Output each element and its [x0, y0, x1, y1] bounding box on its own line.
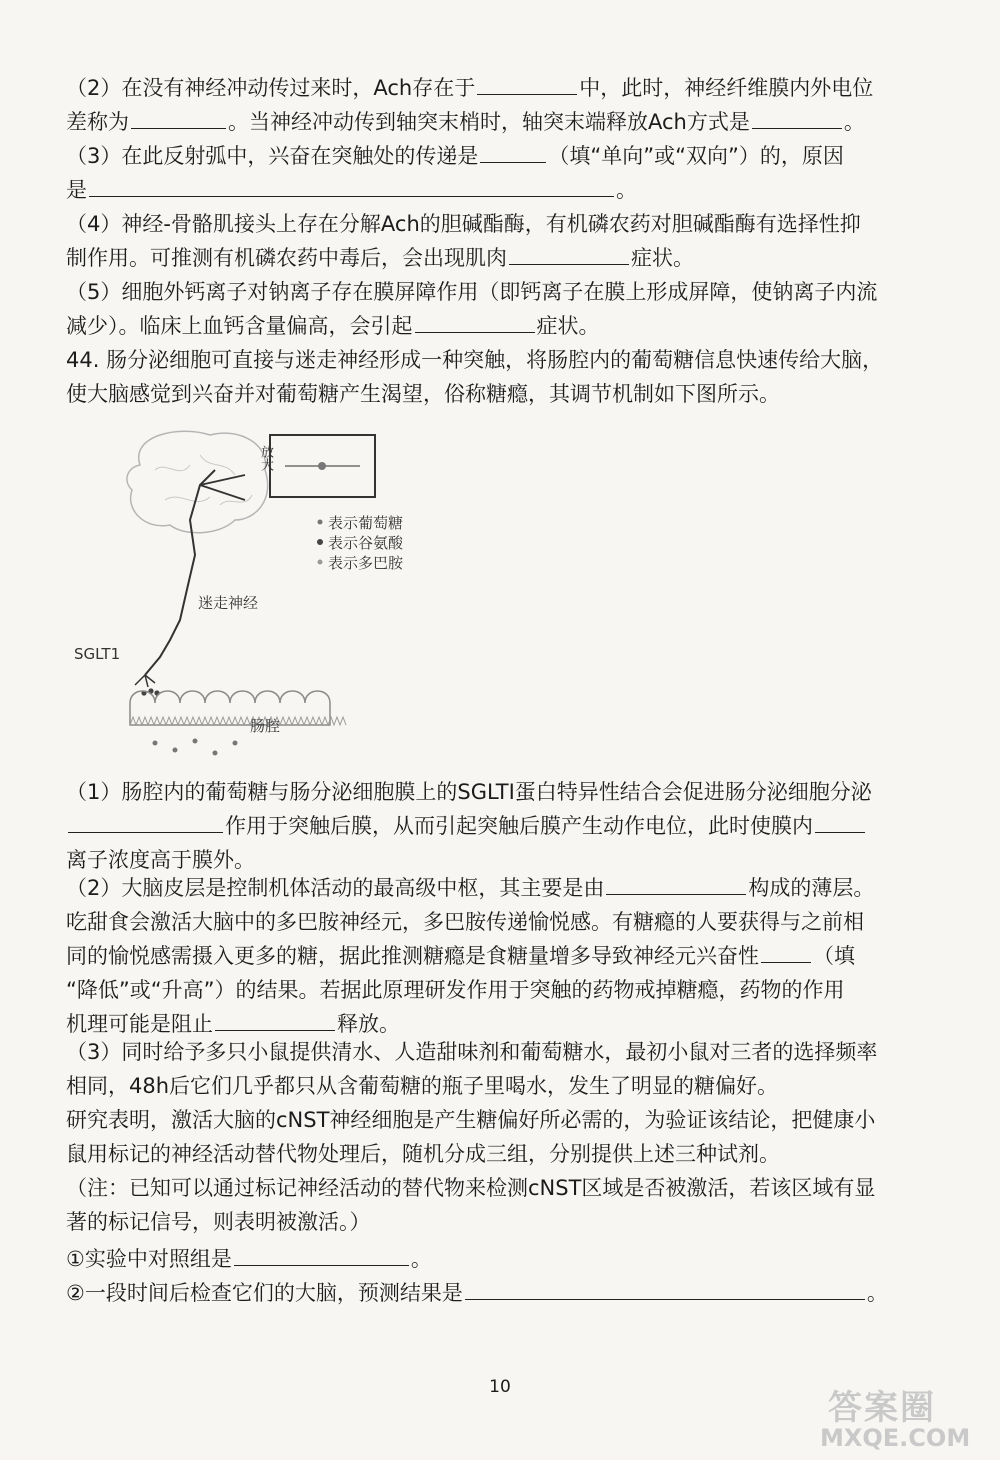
q44-3-line1: （3）同时给予多只小鼠提供清水、人造甜味剂和葡萄糖水，最初小鼠对三者的选择频率: [66, 1040, 878, 1064]
vagus-nerve-label: 迷走神经: [198, 594, 259, 612]
q44-3-line5: （注：已知可以通过标记神经活动的替代物来检测cNST区域是否被激活，若该区域有显: [66, 1176, 876, 1200]
answer-blank[interactable]: [89, 174, 614, 197]
q44-2-line3: 同的愉悦感需摄入更多的糖，据此推测糖瘾是食糖量增多导致神经元兴奋性 （填: [66, 940, 936, 972]
answer-blank[interactable]: [480, 140, 546, 163]
q43-5-line2: 减少）。临床上血钙含量偏高，会引起 症状。: [66, 310, 936, 342]
q43-3-line2: 是 。: [66, 174, 936, 206]
q44-1-line1: （1）肠腔内的葡萄糖与肠分泌细胞膜上的SGLTI蛋白特异性结合会促进肠分泌细胞分泌: [66, 780, 872, 804]
answer-blank[interactable]: [477, 72, 577, 95]
answer-blank[interactable]: [215, 1008, 335, 1031]
glucose-dot: [153, 741, 158, 746]
answer-blank[interactable]: [234, 1243, 409, 1266]
q43-4-line2: 制作用。可推测有机磷农药中毒后，会出现肌肉 症状。: [66, 242, 936, 274]
q44-2-line4: “降低”或“升高”）的结果。若据此原理研发作用于突触的药物戒掉糖瘾，药物的作用: [66, 978, 845, 1002]
q44-3-line2: 相同，48h后它们几乎都只从含葡萄糖的瓶子里喝水，发生了明显的糖偏好。: [66, 1074, 779, 1098]
q44-3-sub1: ①实验中对照组是 。: [66, 1243, 936, 1275]
q44-3-sub2: ②一段时间后检查它们的大脑，预测结果是 。: [66, 1277, 936, 1309]
answer-blank[interactable]: [68, 810, 223, 833]
legend-dopamine: 表示多巴胺: [328, 554, 404, 572]
answer-blank[interactable]: [815, 810, 865, 833]
legend-glutamate: 表示谷氨酸: [328, 534, 404, 552]
answer-blank[interactable]: [415, 310, 535, 333]
sglt1-label: SGLT1: [74, 645, 121, 663]
q44-3-line3: 研究表明，激活大脑的cNST神经细胞是产生糖偏好所必需的，为验证该结论，把健康小: [66, 1108, 876, 1132]
q43-4-line1: （4）神经-骨骼肌接头上存在分解Ach的胆碱酯酶，有机磷农药对胆碱酯酶有选择性抑: [66, 212, 861, 236]
lumen-label: 肠腔: [250, 717, 281, 735]
answer-blank[interactable]: [761, 940, 811, 963]
q44-stem-line1: 44. 肠分泌细胞可直接与迷走神经形成一种突触，将肠腔内的葡萄糖信息快速传给大脑，: [66, 348, 884, 372]
q44-1-line3: 离子浓度高于膜外。: [66, 848, 255, 872]
watermark-logo: [810, 1380, 990, 1455]
q43-5-line1: （5）细胞外钙离子对钠离子存在膜屏障作用（即钙离子在膜上形成屏障，使钠离子内流: [66, 280, 878, 304]
q44-3-line6: 著的标记信号，则表明被激活。）: [66, 1210, 371, 1234]
answer-blank[interactable]: [606, 872, 746, 895]
q44-3-line4: 鼠用标记的神经活动替代物处理后，随机分成三组，分别提供上述三种试剂。: [66, 1142, 780, 1166]
zoom-dot: [318, 462, 326, 470]
q44-stem-line2: 使大脑感觉到兴奋并对葡萄糖产生渴望，俗称糖瘾，其调节机制如下图所示。: [66, 382, 780, 406]
glucose-dot: [213, 751, 218, 756]
q43-3-line1: （3）在此反射弧中，兴奋在突触处的传递是 （填“单向”或“双向”）的，原因: [66, 140, 936, 172]
answer-blank[interactable]: [509, 242, 629, 265]
legend-glutamate-marker: [317, 539, 323, 545]
answer-blank[interactable]: [465, 1277, 865, 1300]
q43-2-line2: 差称为 。当神经冲动传到轴突末梢时，轴突末端释放Ach方式是 。: [66, 106, 936, 138]
q44-1-line2: 作用于突触后膜，从而引起突触后膜产生动作电位，此时使膜内: [66, 810, 936, 842]
watermark-url: MXQE.COM: [820, 1424, 971, 1452]
page-number: 10: [489, 1377, 511, 1397]
answer-blank[interactable]: [752, 106, 842, 129]
nerve-ending: [135, 675, 155, 687]
legend-dopamine-marker: [318, 560, 323, 565]
answer-blank[interactable]: [131, 106, 226, 129]
q44-2-line2: 吃甜食会激活大脑中的多巴胺神经元，多巴胺传递愉悦感。有糖瘾的人要获得与之前相: [66, 910, 864, 934]
legend-glucose: 表示葡萄糖: [328, 514, 404, 532]
microvilli: [130, 717, 346, 725]
gut-brain-figure: [70, 425, 404, 765]
glucose-dot: [233, 741, 238, 746]
glucose-dot: [193, 739, 198, 744]
watermark-text: 答案圈: [828, 1388, 936, 1428]
q44-2-line1: （2）大脑皮层是控制机体活动的最高级中枢，其主要是由 构成的薄层。: [66, 872, 936, 904]
legend-glucose-marker: [318, 520, 323, 525]
zoom-label: 放大: [258, 445, 273, 471]
q43-2-line1: （2）在没有神经冲动传过来时，Ach存在于 中，此时，神经纤维膜内外电位: [66, 72, 936, 104]
brain-outline: [127, 431, 268, 533]
glucose-dot: [173, 748, 178, 753]
q44-2-line5: 机理可能是阻止 释放。: [66, 1008, 936, 1040]
